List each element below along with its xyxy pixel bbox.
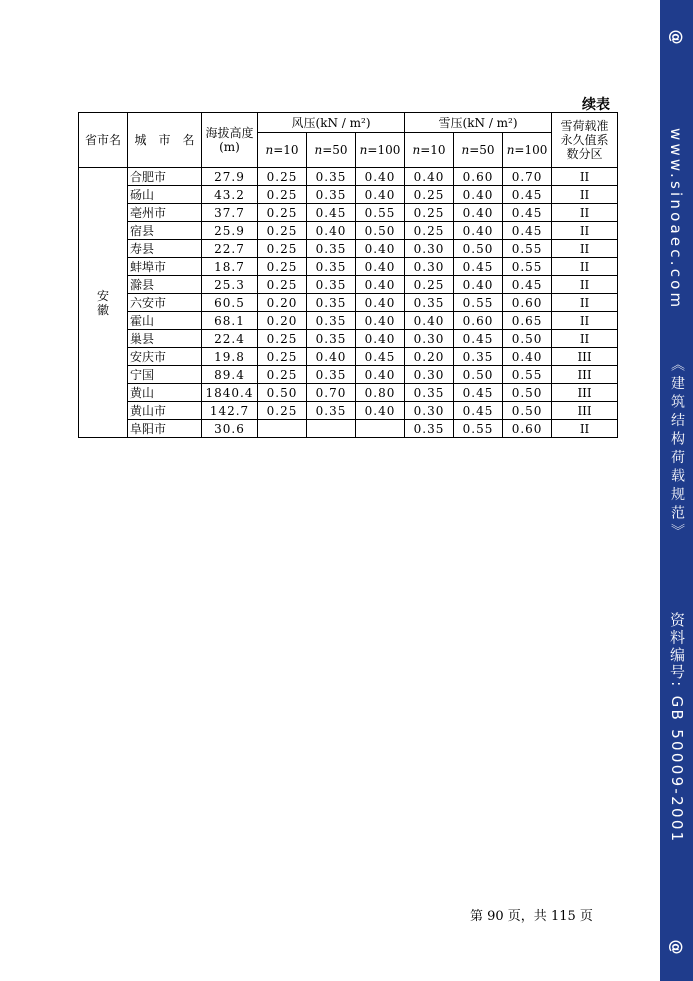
wind-n100-cell: 0.40 (356, 240, 405, 258)
altitude-cell: 60.5 (202, 294, 258, 312)
snow-n100-cell: 0.40 (503, 348, 552, 366)
city-cell: 宁国 (128, 366, 202, 384)
snow-zone-cell: III (552, 348, 618, 366)
city-cell: 霍山 (128, 312, 202, 330)
altitude-cell: 25.3 (202, 276, 258, 294)
wind-n100-cell (356, 420, 405, 438)
table-row (79, 366, 618, 384)
city-cell: 滁县 (128, 276, 202, 294)
wind-n10-cell: 0.25 (258, 258, 307, 276)
at-symbol-top: @ (667, 29, 686, 45)
snow-zone-cell: III (552, 366, 618, 384)
altitude-cell: 30.6 (202, 420, 258, 438)
city-cell: 巢县 (128, 330, 202, 348)
wind-n100-cell: 0.45 (356, 348, 405, 366)
table-row (79, 294, 618, 312)
wind-n100-cell: 0.40 (356, 186, 405, 204)
header-snow-n10: n=10 (405, 133, 454, 168)
snow-zone-cell: II (552, 420, 618, 438)
at-symbol-bottom: @ (667, 939, 686, 955)
snow-n50-cell: 0.35 (454, 348, 503, 366)
snow-n10-cell: 0.40 (405, 168, 454, 186)
snow-zone-cell: III (552, 402, 618, 420)
header-altitude (202, 113, 258, 168)
website-url: www.sinoaec.com (667, 128, 685, 311)
snow-n10-cell: 0.35 (405, 384, 454, 402)
header-province: 省市名 (79, 113, 128, 168)
altitude-cell: 1840.4 (202, 384, 258, 402)
snow-n10-cell: 0.30 (405, 402, 454, 420)
snow-n100-cell: 0.70 (503, 168, 552, 186)
snow-n10-cell: 0.20 (405, 348, 454, 366)
wind-n100-cell: 0.40 (356, 276, 405, 294)
snow-n50-cell: 0.45 (454, 384, 503, 402)
wind-n100-cell: 0.40 (356, 312, 405, 330)
snow-n50-cell: 0.45 (454, 258, 503, 276)
snow-n50-cell: 0.55 (454, 294, 503, 312)
snow-n100-cell: 0.55 (503, 258, 552, 276)
wind-n10-cell: 0.20 (258, 294, 307, 312)
snow-n50-cell: 0.50 (454, 366, 503, 384)
snow-n10-cell: 0.25 (405, 186, 454, 204)
header-snow-n50: n=50 (454, 133, 503, 168)
snow-n100-cell: 0.65 (503, 312, 552, 330)
wind-n10-cell: 0.25 (258, 348, 307, 366)
snow-zone-cell: II (552, 222, 618, 240)
table-row (79, 420, 618, 438)
table-row (79, 348, 618, 366)
province-cell (79, 168, 128, 438)
table-row (79, 276, 618, 294)
wind-n50-cell: 0.35 (307, 276, 356, 294)
table-row (79, 240, 618, 258)
snow-n10-cell: 0.25 (405, 276, 454, 294)
page-footer: 第 90 页，共 115 页 (470, 909, 593, 924)
wind-n50-cell: 0.35 (307, 258, 356, 276)
table-body (79, 168, 618, 438)
document-code: 资料编号: GB 50009-2001 (668, 612, 686, 844)
snow-n10-cell: 0.30 (405, 366, 454, 384)
snow-n100-cell: 0.45 (503, 204, 552, 222)
wind-n50-cell: 0.35 (307, 330, 356, 348)
snow-zone-cell: III (552, 384, 618, 402)
wind-n10-cell (258, 420, 307, 438)
city-cell: 黄山市 (128, 402, 202, 420)
table-row (79, 186, 618, 204)
city-cell: 宿县 (128, 222, 202, 240)
wind-n100-cell: 0.50 (356, 222, 405, 240)
altitude-cell: 27.9 (202, 168, 258, 186)
city-cell: 合肥市 (128, 168, 202, 186)
header-wind-n10: n=10 (258, 133, 307, 168)
wind-n10-cell: 0.25 (258, 204, 307, 222)
province-name-line1: 安 (96, 288, 109, 303)
city-cell: 六安市 (128, 294, 202, 312)
header-snow: 雪压(kN / m²) (405, 113, 552, 133)
header-wind: 风压(kN / m²) (258, 113, 405, 133)
wind-n10-cell: 0.50 (258, 384, 307, 402)
snow-n100-cell: 0.45 (503, 186, 552, 204)
snow-n100-cell: 0.55 (503, 240, 552, 258)
altitude-cell: 22.4 (202, 330, 258, 348)
snow-n100-cell: 0.50 (503, 384, 552, 402)
snow-zone-cell: II (552, 240, 618, 258)
wind-n10-cell: 0.25 (258, 240, 307, 258)
header-snow-zone (552, 113, 618, 168)
snow-n50-cell: 0.60 (454, 312, 503, 330)
snow-n50-cell: 0.45 (454, 330, 503, 348)
wind-n100-cell: 0.40 (356, 294, 405, 312)
altitude-cell: 43.2 (202, 186, 258, 204)
wind-n50-cell: 0.45 (307, 204, 356, 222)
wind-n50-cell: 0.40 (307, 348, 356, 366)
snow-zone-cell: II (552, 294, 618, 312)
altitude-cell: 25.9 (202, 222, 258, 240)
snow-n50-cell: 0.45 (454, 402, 503, 420)
altitude-cell: 89.4 (202, 366, 258, 384)
wind-n10-cell: 0.25 (258, 366, 307, 384)
table-row (79, 330, 618, 348)
city-cell: 阜阳市 (128, 420, 202, 438)
snow-zone-cell: II (552, 168, 618, 186)
snow-n10-cell: 0.30 (405, 258, 454, 276)
snow-n10-cell: 0.25 (405, 204, 454, 222)
snow-n10-cell: 0.30 (405, 240, 454, 258)
snow-n100-cell: 0.45 (503, 222, 552, 240)
header-snow-zone-line3: 数分区 (566, 147, 603, 161)
table-row (79, 168, 618, 186)
city-cell: 砀山 (128, 186, 202, 204)
continued-label: 续表 (582, 97, 610, 113)
wind-n100-cell: 0.40 (356, 330, 405, 348)
header-snow-zone-line1: 雪荷载准 (560, 119, 609, 133)
snow-zone-cell: II (552, 330, 618, 348)
wind-n10-cell: 0.25 (258, 168, 307, 186)
table-row (79, 402, 618, 420)
snow-zone-cell: II (552, 312, 618, 330)
snow-n10-cell: 0.35 (405, 420, 454, 438)
table-row (79, 384, 618, 402)
header-altitude-unit: (m) (219, 140, 240, 154)
header-snow-zone-line2: 永久值系 (560, 133, 609, 147)
snow-n50-cell: 0.50 (454, 240, 503, 258)
snow-n50-cell: 0.40 (454, 276, 503, 294)
wind-n10-cell: 0.20 (258, 312, 307, 330)
wind-n100-cell: 0.40 (356, 168, 405, 186)
header-altitude-label: 海拔高度 (205, 126, 254, 140)
wind-n10-cell: 0.25 (258, 330, 307, 348)
city-cell: 寿县 (128, 240, 202, 258)
snow-n50-cell: 0.40 (454, 222, 503, 240)
wind-n50-cell: 0.35 (307, 294, 356, 312)
side-banner (660, 0, 693, 981)
city-cell: 安庆市 (128, 348, 202, 366)
altitude-cell: 37.7 (202, 204, 258, 222)
wind-n10-cell: 0.25 (258, 402, 307, 420)
snow-n100-cell: 0.55 (503, 366, 552, 384)
snow-n10-cell: 0.30 (405, 330, 454, 348)
header-wind-n100: n=100 (356, 133, 405, 168)
altitude-cell: 19.8 (202, 348, 258, 366)
snow-zone-cell: II (552, 186, 618, 204)
snow-zone-cell: II (552, 258, 618, 276)
wind-n100-cell: 0.40 (356, 258, 405, 276)
snow-n100-cell: 0.50 (503, 402, 552, 420)
wind-n50-cell (307, 420, 356, 438)
header-wind-n50: n=50 (307, 133, 356, 168)
snow-n10-cell: 0.25 (405, 222, 454, 240)
snow-zone-cell: II (552, 276, 618, 294)
table-row (79, 312, 618, 330)
wind-n50-cell: 0.70 (307, 384, 356, 402)
document-title: 《建筑结构荷载规范》 (669, 357, 685, 542)
snow-n50-cell: 0.40 (454, 204, 503, 222)
table-row (79, 204, 618, 222)
snow-n50-cell: 0.60 (454, 168, 503, 186)
wind-n50-cell: 0.35 (307, 240, 356, 258)
wind-n10-cell: 0.25 (258, 276, 307, 294)
wind-n100-cell: 0.80 (356, 384, 405, 402)
snow-n10-cell: 0.35 (405, 294, 454, 312)
snow-n10-cell: 0.40 (405, 312, 454, 330)
wind-n10-cell: 0.25 (258, 222, 307, 240)
wind-n50-cell: 0.35 (307, 312, 356, 330)
load-table (78, 112, 618, 438)
city-cell: 蚌埠市 (128, 258, 202, 276)
table-row (79, 258, 618, 276)
altitude-cell: 18.7 (202, 258, 258, 276)
altitude-cell: 68.1 (202, 312, 258, 330)
snow-n100-cell: 0.60 (503, 420, 552, 438)
header-snow-n100: n=100 (503, 133, 552, 168)
province-name-line2: 徽 (96, 302, 109, 317)
snow-zone-cell: II (552, 204, 618, 222)
altitude-cell: 22.7 (202, 240, 258, 258)
altitude-cell: 142.7 (202, 402, 258, 420)
city-cell: 黄山 (128, 384, 202, 402)
wind-n50-cell: 0.35 (307, 168, 356, 186)
snow-n100-cell: 0.50 (503, 330, 552, 348)
snow-n100-cell: 0.45 (503, 276, 552, 294)
header-city: 城 市 名 (128, 113, 202, 168)
wind-n10-cell: 0.25 (258, 186, 307, 204)
wind-n100-cell: 0.40 (356, 366, 405, 384)
wind-n100-cell: 0.40 (356, 402, 405, 420)
wind-n100-cell: 0.55 (356, 204, 405, 222)
wind-n50-cell: 0.35 (307, 186, 356, 204)
snow-n100-cell: 0.60 (503, 294, 552, 312)
wind-n50-cell: 0.35 (307, 402, 356, 420)
snow-n50-cell: 0.55 (454, 420, 503, 438)
wind-n50-cell: 0.35 (307, 366, 356, 384)
city-cell: 亳州市 (128, 204, 202, 222)
snow-n50-cell: 0.40 (454, 186, 503, 204)
table-row (79, 222, 618, 240)
wind-n50-cell: 0.40 (307, 222, 356, 240)
